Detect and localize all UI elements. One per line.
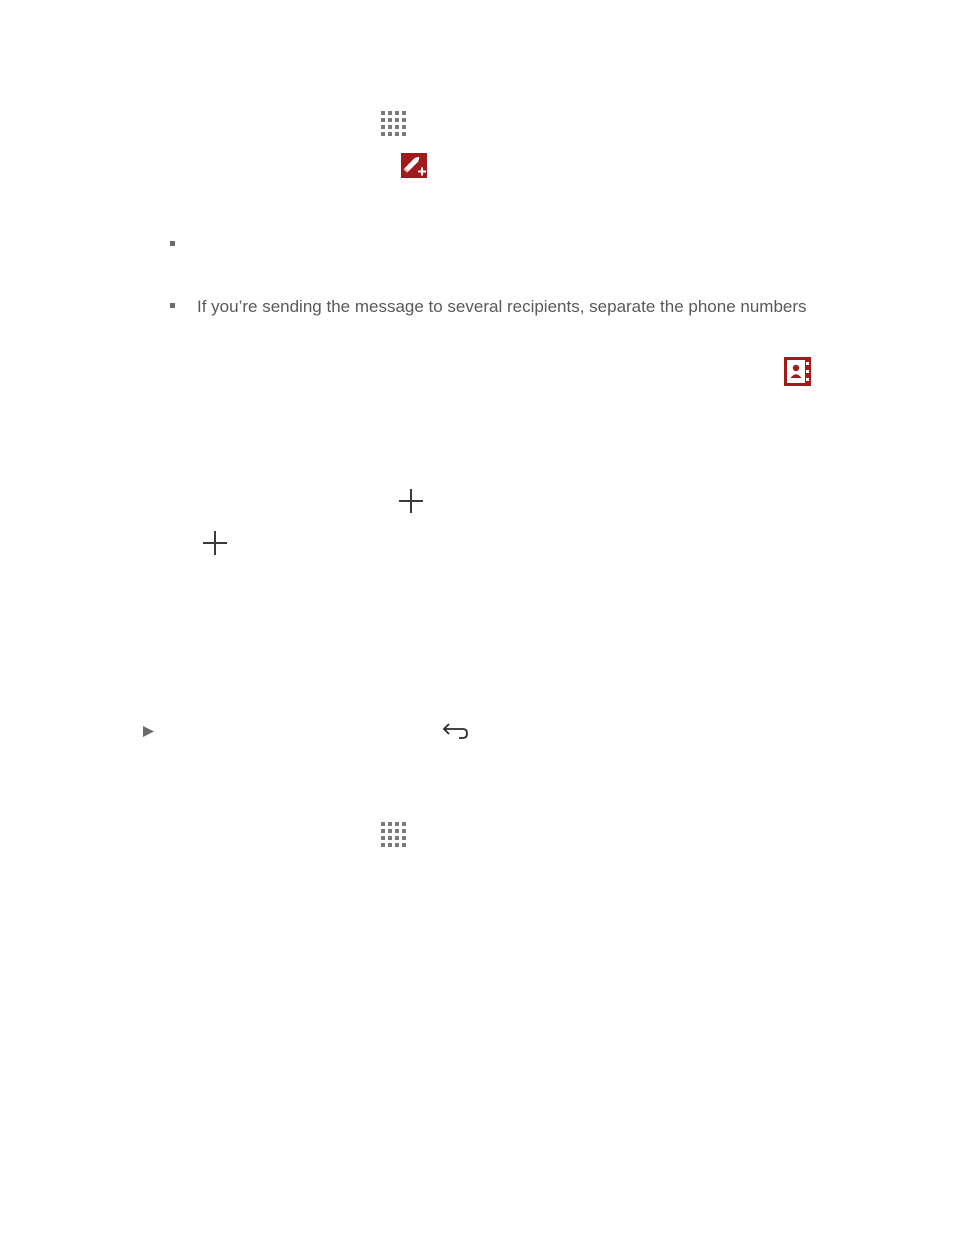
- bullet-marker: [170, 303, 175, 308]
- plus-icon: [398, 488, 424, 514]
- back-arrow-icon: [442, 722, 469, 742]
- triangle-right-icon: [142, 725, 155, 738]
- compose-message-icon: [401, 153, 427, 178]
- bullet-text: If you’re sending the message to several recipients, separate the phone numbers: [197, 297, 807, 316]
- apps-grid-icon: [380, 821, 406, 847]
- plus-icon: [202, 530, 228, 556]
- bullet-marker: [170, 241, 175, 246]
- contacts-icon: [784, 357, 811, 386]
- apps-grid-icon: [380, 110, 406, 136]
